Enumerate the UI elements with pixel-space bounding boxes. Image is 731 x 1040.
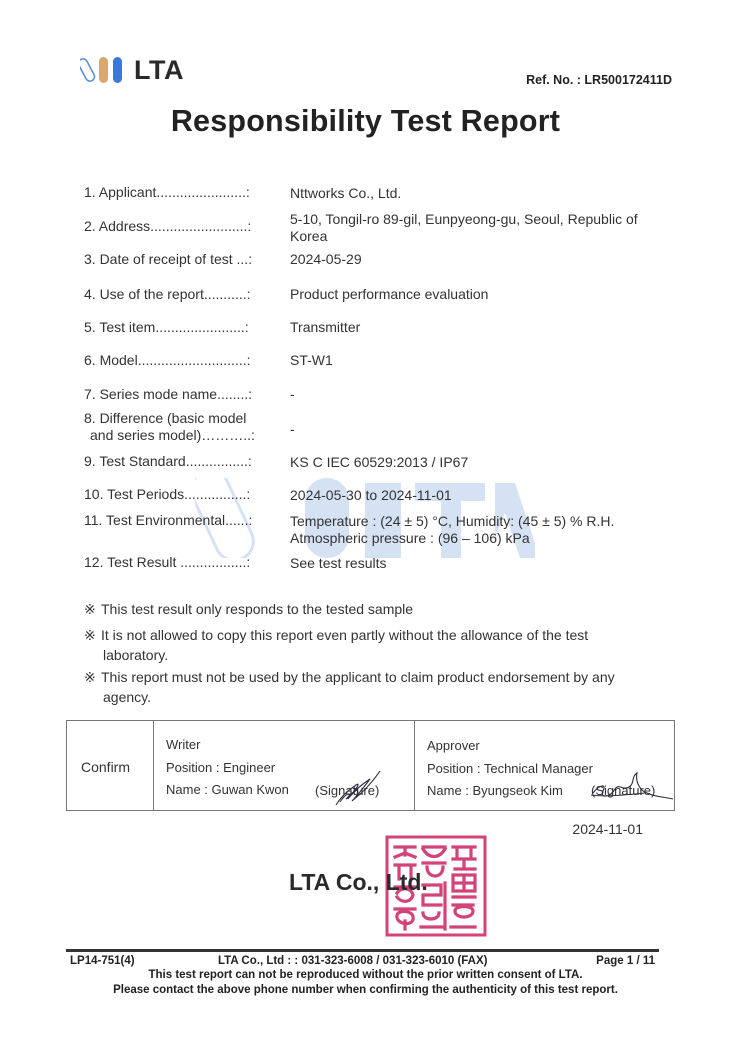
logo-text: LTA (134, 54, 184, 85)
field-value-test-item: Transmitter (290, 319, 361, 335)
confirm-label-cell (67, 721, 154, 810)
footer-divider (66, 949, 659, 952)
approver-name: Name : Byungseok Kim (427, 783, 563, 798)
note-item (84, 625, 654, 665)
footer-contact-note: Please contact the above phone number when confirming the authenticity of this test report. (113, 984, 618, 996)
writer-signature-label: (Signature) (315, 783, 380, 798)
lta-logo (80, 55, 184, 85)
form-number: LP14-751(4) (70, 955, 135, 967)
writer-cell (154, 721, 415, 810)
field-value-test-result: See test results (290, 555, 387, 571)
field-label-test-item: 5. Test item.......................: (84, 319, 249, 335)
environment-line1: Temperature : (24 ± 5) °C, Humidity: (45 ± 5) % R.H. (290, 513, 615, 529)
note-item (84, 667, 654, 707)
note-text-continued: laboratory. (103, 647, 169, 663)
note-text-continued: agency. (103, 689, 151, 705)
field-value-applicant: Nttworks Co., Ltd. (290, 185, 402, 201)
footer-disclaimer: This test report can not be reproduced without the prior written consent of LTA. (148, 969, 583, 981)
report-title: Responsibility Test Report (170, 104, 561, 138)
field-label-model: 6. Model............................: (84, 352, 251, 368)
field-value-test-periods: 2024-05-30 to 2024-11-01 (290, 487, 452, 503)
reference-number: Ref. No. : LR500172411D (526, 73, 672, 87)
field-value-model: ST-W1 (290, 352, 333, 368)
writer-position: Position : Engineer (166, 760, 276, 775)
approver-cell (415, 721, 674, 810)
field-label-test-environment: 11. Test Environmental......: (84, 512, 253, 528)
writer-name: Name : Guwan Kwon (166, 782, 289, 797)
field-label-test-periods: 10. Test Periods................: (84, 486, 251, 502)
field-value-receipt-date: 2024-05-29 (290, 251, 362, 267)
field-label-applicant: 1. Applicant.......................: (84, 184, 250, 200)
field-value-test-environment (290, 513, 680, 547)
writer-signature-icon (332, 769, 382, 809)
reference-mark-icon: ※ (84, 627, 96, 643)
company-name: LTA Co., Ltd. (289, 869, 428, 895)
field-value-difference: - (290, 421, 295, 437)
approver-role: Approver (427, 738, 480, 753)
field-label-use: 4. Use of the report...........: (84, 286, 251, 302)
note-text: It is not allowed to copy this report even partly without the allowance of the test (101, 627, 589, 643)
field-value-test-standard: KS C IEC 60529:2013 / IP67 (290, 454, 469, 470)
issue-date: 2024-11-01 (572, 821, 643, 837)
field-value-use: Product performance evaluation (290, 286, 489, 302)
field-label-receipt-date: 3. Date of receipt of test ...: (84, 251, 253, 267)
approver-position: Position : Technical Manager (427, 761, 593, 776)
field-label-difference-line1: 8. Difference (basic model (84, 410, 247, 426)
confirm-table (66, 720, 675, 811)
field-label-test-standard: 9. Test Standard................: (84, 453, 252, 469)
confirm-label: Confirm (81, 759, 131, 775)
reference-mark-icon: ※ (84, 601, 96, 617)
field-label-series-mode: 7. Series mode name........: (84, 386, 253, 402)
page-number: Page 1 / 11 (596, 955, 655, 967)
note-text: This report must not be used by the applicant to claim product endorsement by any (101, 669, 615, 685)
field-value-address: 5-10, Tongil-ro 89-gil, Eunpyeong-gu, Seoul, Republic of Korea (290, 211, 638, 244)
approver-signature-label: (Signature) (591, 783, 656, 798)
field-value-series-mode: - (290, 386, 295, 402)
field-label-address: 2. Address.........................: (84, 218, 252, 234)
note-item (84, 599, 654, 619)
environment-line2: Atmospheric pressure : (96 – 106) kPa (290, 530, 530, 546)
approver-signature-icon (585, 771, 675, 807)
reference-mark-icon: ※ (84, 669, 96, 685)
field-label-test-result: 12. Test Result .................: (84, 554, 251, 570)
note-text: This test result only responds to the tested sample (101, 601, 414, 617)
field-label-difference (84, 410, 255, 444)
field-label-difference-line2: and series model)………..: (90, 427, 255, 443)
writer-role: Writer (166, 737, 201, 752)
lta-logo-mark-icon (80, 55, 128, 85)
contact-info: LTA Co., Ltd : : 031-323-6008 / 031-323-6010 (FAX) (218, 955, 488, 967)
